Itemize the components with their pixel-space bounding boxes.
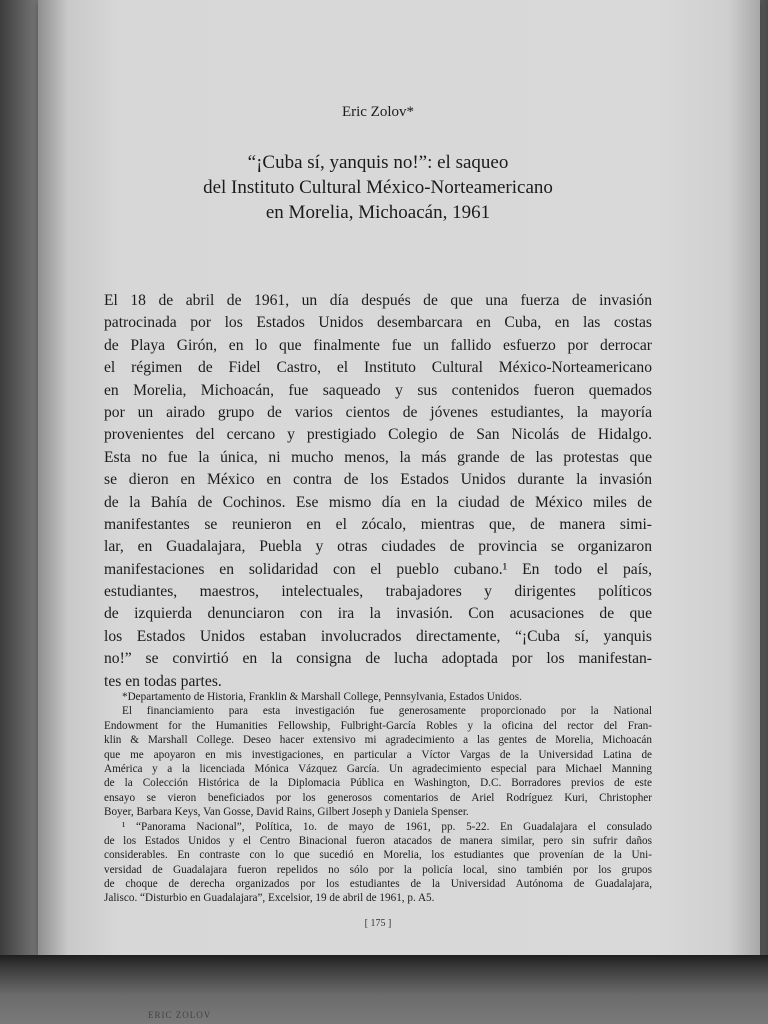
footnote-line: Endowment for the Humanities Fellowship, Fulbright-García Robles y la oficina del rector del Fran- <box>104 719 652 732</box>
footnote-line: Boyer, Barbara Keys, Van Gosse, David Rains, Gilbert Joseph y Daniela Spenser. <box>104 806 469 819</box>
footnote-line: de choque de derecha organizados por los estudiantes de la Universidad Autónoma de Guadalajara, <box>104 878 652 891</box>
footnote-line: ¹ “Panorama Nacional”, Política, 1o. de mayo de 1961, pp. 5-22. En Guadalajara el consulado <box>122 820 652 833</box>
body-line: tes en todas partes. <box>104 672 222 690</box>
body-line: el régimen de Fidel Castro, el Instituto Cultural México-Norteamericano <box>104 359 652 377</box>
title-line: “¡Cuba sí, yanquis no!”: el saqueo <box>247 152 509 173</box>
body-line: patrocinada por los Estados Unidos desembarcara en Cuba, en las costas <box>104 314 652 332</box>
body-line: en Morelia, Michoacán, fue saqueado y sus contenidos fueron quemados <box>104 381 652 399</box>
body-line: estudiantes, maestros, intelectuales, trabajadores y dirigentes políticos <box>104 583 652 601</box>
footnote-line: klin & Marshall College. Deseo hacer extensivo mi agradecimiento a las gentes de Morelia, Michoacán <box>104 734 652 747</box>
running-head: ERIC ZOLOV <box>148 1010 212 1020</box>
body-line: El 18 de abril de 1961, un día después de que una fuerza de invasión <box>104 292 652 309</box>
footnote-line: considerables. En contraste con lo que sucedió en Morelia, los estudiantes que provenían de la Uni- <box>104 849 652 862</box>
body-line: lar, en Guadalajara, Puebla y otras ciudades de provincia se organizaron <box>104 538 652 556</box>
page-number: [ 175 ] <box>364 918 392 929</box>
footnote-line: Jalisco. “Disturbio en Guadalajara”, Excelsior, 19 de abril de 1961, p. A5. <box>104 892 435 905</box>
footnote-line: de la Colección Histórica de la Diplomacia Pública en Washington, D.C. Borradores previos de este <box>104 777 652 790</box>
body-line: provenientes del cercano y prestigiado Colegio de San Nicolás de Hidalgo. <box>104 426 652 444</box>
title-line: del Instituto Cultural México-Norteamericano <box>203 177 553 198</box>
body-line: de la Bahía de Cochinos. Ese mismo día en la ciudad de México miles de <box>104 493 652 511</box>
body-line: por un airado grupo de varios cientos de jóvenes estudiantes, la mayoría <box>104 403 652 421</box>
footnote-line: versidad de Guadalajara fueron repelidos no sólo por la policía local, sino también por los grupos <box>104 863 652 876</box>
body-line: no!” se convirtió en la consigna de lucha adoptada por los manifestan- <box>104 650 652 668</box>
body-line: se dieron en México en contra de los Estados Unidos durante la invasión <box>104 471 652 489</box>
body-line: los Estados Unidos estaban involucrados directamente, “¡Cuba sí, yanquis <box>104 627 652 645</box>
body-line: de izquierda denunciaron con ira la invasión. Con acusaciones de que <box>104 605 652 623</box>
body-line: de Playa Girón, en lo que finalmente fue un fallido esfuerzo por derrocar <box>104 336 652 354</box>
footnote-line: que me apoyaron en mis investigaciones, en particular a Víctor Vargas de la Universidad Latina de <box>104 748 652 761</box>
body-line: manifestantes se reunieron en el zócalo, mientras que, de manera simi- <box>104 515 652 533</box>
footnote-line: de los Estados Unidos y el Centro Binacional fueron atacados de manera similar, pero sin sufrir daños <box>104 834 652 847</box>
title-line: en Morelia, Michoacán, 1961 <box>265 202 491 223</box>
body-line: Esta no fue la única, ni mucho menos, la más grande de las protestas que <box>104 448 652 466</box>
footnotes <box>104 690 652 906</box>
article-title <box>104 150 652 225</box>
next-page-edge <box>0 955 768 1024</box>
footnote-line: *Departamento de Historia, Franklin & Marshall College, Pennsylvania, Estados Unidos. <box>122 691 522 703</box>
footnote-line: El financiamiento para esta investigación fue generosamente proporcionado por la National <box>122 705 652 718</box>
footnote-line: América y a la licenciada Mónica Vázquez García. Un agradecimiento especial para Michael Manning <box>104 762 652 775</box>
book-page <box>38 0 760 955</box>
body-line: manifestaciones en solidaridad con el pueblo cubano.¹ En todo el país, <box>104 560 652 578</box>
body-text <box>104 290 652 693</box>
footnote-line: ensayo se vieron beneficiados por los generosos comentarios de Ariel Rodríguez Kuri, Christopher <box>104 791 652 804</box>
author-name: Eric Zolov* <box>341 104 415 120</box>
